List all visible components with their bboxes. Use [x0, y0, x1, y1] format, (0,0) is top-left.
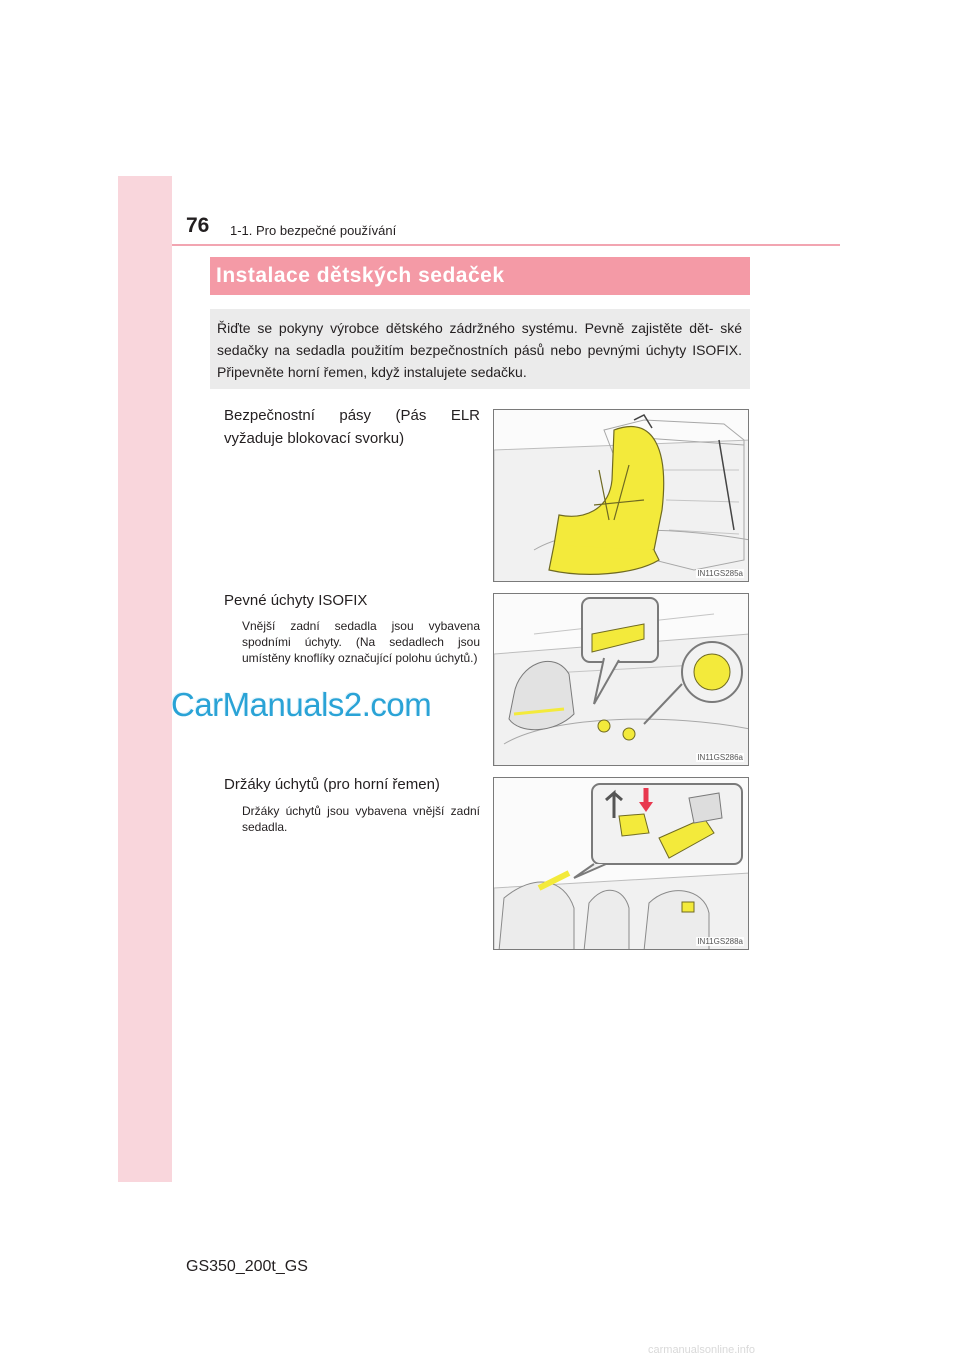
footer-site: carmanualsonline.info: [648, 1344, 756, 1356]
image-code: IN11GS288a: [697, 937, 743, 946]
page-number: 76: [186, 214, 210, 237]
side-band: [118, 176, 172, 1182]
model-code: GS350_200t_GS: [186, 1258, 308, 1275]
item-desc-isofix: Vnější zadní sedadla jsou vybavena spodními úchyty. (Na sedadlech jsou umístěny knoflíky označující polohu úchytů.): [242, 619, 480, 665]
item-title-isofix: Pevné úchyty ISOFIX: [224, 592, 368, 609]
chapter-title: 1-1. Pro bezpečné používání: [230, 223, 397, 238]
item-title-tether-anchors: Držáky úchytů (pro horní řemen): [224, 776, 440, 793]
header-rule: [172, 244, 840, 246]
illustration-isofix-anchors: [493, 593, 749, 766]
item-title-seat-belts: Bezpečnostní pásy (Pás ELR vyžaduje blokovací svorku): [224, 407, 480, 447]
image-code: IN11GS286a: [697, 753, 743, 762]
item-desc-tether-anchors: Držáky úchytů jsou vybavena vnější zadní sedadla.: [242, 804, 480, 834]
watermark-logo: CarManuals2.com: [171, 686, 432, 723]
intro-text: Řiďte se pokyny výrobce dětského zádržného systému. Pevně zajistěte dět- ské sedačky na sedadla použitím bezpečnostních pásů nebo pevnými úchyty ISOFIX. Připevněte horní řemen, když instalujete sedačku.: [217, 320, 742, 380]
illustration-seat-belt-installation: [493, 409, 749, 582]
illustration-tether-anchor: [493, 777, 749, 950]
image-code: IN11GS285a: [697, 569, 743, 578]
intro-box: [210, 309, 750, 389]
section-title: Instalace dětských sedaček: [210, 257, 750, 295]
